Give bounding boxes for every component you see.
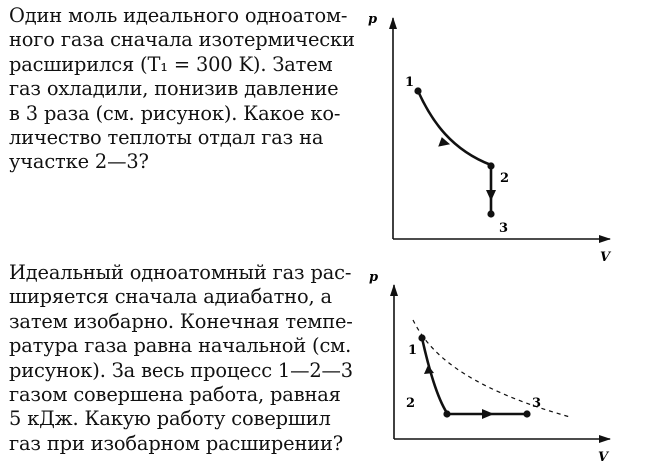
problem-1-line: личество теплоты отдал газ на (9, 126, 324, 150)
adiabat-curve (422, 338, 447, 413)
p-axis-label: p (369, 270, 379, 285)
diagram-2 (369, 270, 610, 461)
problem-2-line: газом совершена работа, равная (9, 383, 341, 407)
isochore-arrow-icon (486, 190, 496, 201)
point-3 (487, 210, 494, 217)
problem-2-line: газ при изобарном расширении? (9, 431, 344, 455)
point-2 (487, 162, 494, 169)
diagram-1 (368, 12, 612, 265)
problem-2-line: 5 кДж. Какую работу совершил (9, 407, 331, 431)
isotherm-arrow-icon (439, 138, 449, 146)
isobar-arrow-icon (482, 409, 494, 419)
isotherm-dashed-curve (413, 320, 570, 417)
problem-2-line: рисунок). За весь процесс 1—2—3 (9, 358, 353, 382)
p-axis-label: p (368, 12, 378, 27)
adiabat-arrow-icon (424, 365, 434, 374)
isotherm-curve (418, 91, 491, 165)
point-3 (523, 410, 530, 417)
point-1-label: 1 (405, 75, 415, 90)
problem-1-line: расширился (T₁ = 300 K). Затем (9, 52, 333, 76)
point-2 (443, 410, 450, 417)
point-2-label: 2 (500, 171, 510, 186)
problem-1-line: ного газа сначала изотермически (9, 28, 355, 52)
problem-1-line: газ охладили, понизив давление (9, 77, 339, 101)
point-3-label: 3 (499, 221, 509, 236)
problem-2-line: Идеальный одноатомный газ рас- (9, 261, 352, 284)
point-1 (414, 87, 421, 94)
point-1 (418, 334, 425, 341)
point-1-label: 1 (408, 343, 418, 358)
v-axis-label: V (600, 250, 611, 265)
problem-1-line: участке 2—3? (9, 150, 149, 174)
problem-2-line: затем изобарно. Конечная темпе- (9, 309, 353, 333)
problem-2-line: ширяется сначала адиабатно, а (9, 285, 332, 309)
problem-1-line: в 3 раза (см. рисунок). Какое ко- (9, 101, 341, 125)
point-3-label: 3 (532, 396, 542, 411)
problem-2-line: ратура газа равна начальной (см. (9, 334, 352, 358)
point-2-label: 2 (406, 396, 416, 411)
problem-1-line: Один моль идеального одноатом- (9, 4, 348, 27)
v-axis-label: V (598, 450, 609, 461)
